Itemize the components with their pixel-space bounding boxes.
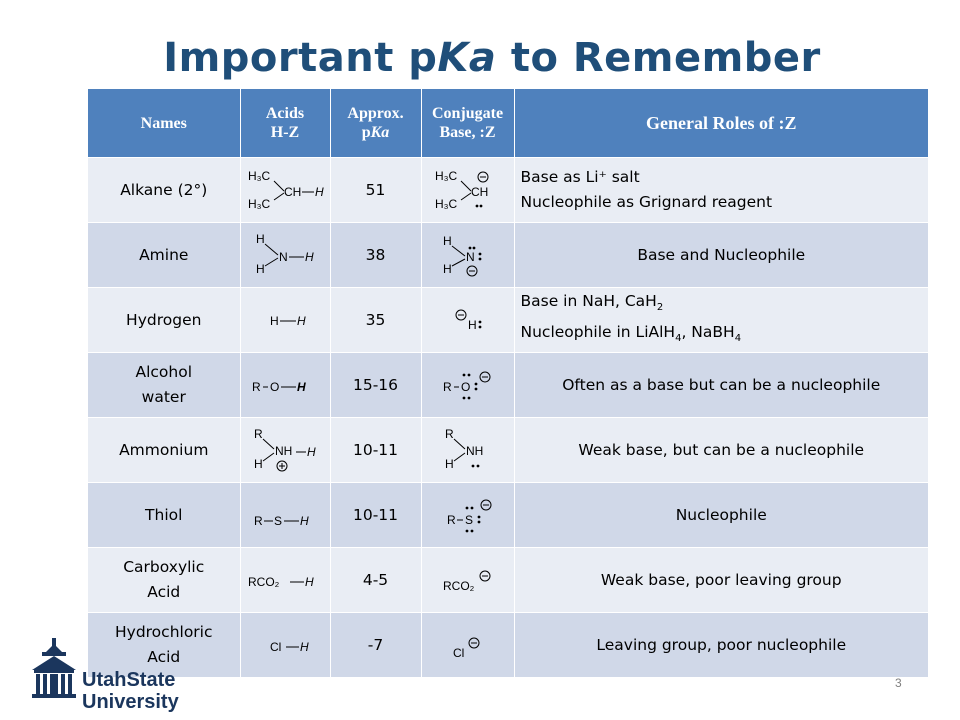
svg-text:CH: CH xyxy=(470,185,488,199)
row-name: Ammonium xyxy=(88,418,240,483)
svg-text:H: H xyxy=(299,640,309,654)
role-text: Weak base, poor leaving group xyxy=(514,548,928,613)
role-text: Base in NaH, CaH$_2$ Nucleophile in LiAlH$_4$, NaBH$_4$ xyxy=(514,288,928,353)
table-row xyxy=(88,418,928,483)
svg-text:H: H xyxy=(304,575,314,589)
row-name: Alcohol water xyxy=(88,353,240,418)
svg-text:H: H xyxy=(255,262,265,276)
conjugate-base-structure xyxy=(421,353,514,418)
svg-text:H: H xyxy=(269,314,279,328)
acid-structure xyxy=(240,483,330,548)
table-row xyxy=(88,288,928,353)
pka-value: 10-11 xyxy=(330,418,421,483)
header-conjugate-base: Conjugate Base, :Z xyxy=(421,89,514,158)
table-row xyxy=(88,223,928,288)
svg-text:H: H xyxy=(442,234,452,248)
svg-text:R: R xyxy=(253,427,263,441)
conjugate-base-structure xyxy=(421,158,514,223)
svg-text:H: H xyxy=(442,262,452,276)
svg-text:Cl: Cl xyxy=(452,646,464,660)
row-name: Alkane (2°) xyxy=(88,158,240,223)
svg-text:O: O xyxy=(269,380,279,394)
header-names: Names xyxy=(88,89,240,158)
pka-value: 51 xyxy=(330,158,421,223)
svg-text:H: H xyxy=(314,185,324,199)
row-name: Amine xyxy=(88,223,240,288)
svg-text:R: R xyxy=(442,380,452,394)
table-row xyxy=(88,548,928,613)
svg-text:H: H xyxy=(467,318,477,332)
role-text: Nucleophile xyxy=(514,483,928,548)
header-acids: Acids H-Z xyxy=(240,89,330,158)
pka-table xyxy=(88,89,928,677)
conjugate-base-structure xyxy=(421,418,514,483)
header-general-roles: General Roles of :Z xyxy=(514,89,928,158)
page-number: 3 xyxy=(895,676,902,690)
svg-text:NH: NH xyxy=(274,444,292,458)
table-row xyxy=(88,483,928,548)
pka-value: 4-5 xyxy=(330,548,421,613)
svg-text:R: R xyxy=(446,513,456,527)
svg-text:H: H xyxy=(296,380,306,394)
table-row xyxy=(88,158,928,223)
svg-text:H: H xyxy=(299,514,309,528)
role-text: Base and Nucleophile xyxy=(514,223,928,288)
svg-text:Cl: Cl xyxy=(269,640,281,654)
acid-structure xyxy=(240,613,330,678)
svg-text:RCO₂: RCO₂ xyxy=(442,579,474,593)
svg-text:University: University xyxy=(82,691,179,713)
svg-text:H: H xyxy=(253,457,263,471)
role-text: Weak base, but can be a nucleophile xyxy=(514,418,928,483)
table-row xyxy=(88,353,928,418)
svg-text:S: S xyxy=(273,514,282,528)
svg-text:H: H xyxy=(444,457,454,471)
svg-text:O: O xyxy=(460,380,470,394)
acid-structure xyxy=(240,548,330,613)
role-text: Leaving group, poor nucleophile xyxy=(514,613,928,678)
svg-text:NH: NH xyxy=(465,444,483,458)
acid-structure xyxy=(240,353,330,418)
svg-text:H: H xyxy=(304,250,314,264)
svg-text:H: H xyxy=(306,445,316,459)
pka-value: -7 xyxy=(330,613,421,678)
svg-text:H₃C: H₃C xyxy=(247,169,270,183)
svg-text:H: H xyxy=(296,314,306,328)
svg-text:H₃C: H₃C xyxy=(434,197,457,211)
conjugate-base-structure xyxy=(421,288,514,353)
page-title: Important pKa to Remember xyxy=(163,35,821,81)
svg-text:UtahState: UtahState xyxy=(82,669,176,691)
acid-structure xyxy=(240,158,330,223)
svg-text:RCO₂: RCO₂ xyxy=(247,575,279,589)
acid-structure xyxy=(240,418,330,483)
role-text: Base as Li⁺ salt Nucleophile as Grignard reagent xyxy=(514,158,928,223)
pka-value: 15-16 xyxy=(330,353,421,418)
conjugate-base-structure xyxy=(421,483,514,548)
svg-text:N: N xyxy=(465,250,475,264)
pka-value: 38 xyxy=(330,223,421,288)
row-name: Carboxylic Acid xyxy=(88,548,240,613)
acid-structure xyxy=(240,223,330,288)
svg-text:R: R xyxy=(251,380,261,394)
svg-text:R: R xyxy=(253,514,263,528)
table-header-row xyxy=(88,89,928,158)
svg-text:H₃C: H₃C xyxy=(434,169,457,183)
row-name: Hydrogen xyxy=(88,288,240,353)
conjugate-base-structure xyxy=(421,223,514,288)
acid-structure xyxy=(240,288,330,353)
pka-value: 10-11 xyxy=(330,483,421,548)
svg-text:R: R xyxy=(444,427,454,441)
svg-text:H₃C: H₃C xyxy=(247,197,270,211)
role-text: Often as a base but can be a nucleophile xyxy=(514,353,928,418)
conjugate-base-structure xyxy=(421,613,514,678)
svg-text:N: N xyxy=(278,250,288,264)
row-name: Hydrochloric Acid xyxy=(88,613,240,678)
svg-text:CH: CH xyxy=(283,185,301,199)
conjugate-base-structure xyxy=(421,548,514,613)
svg-text:H: H xyxy=(255,232,265,246)
utah-state-university-logo xyxy=(30,636,220,716)
header-pka: Approx. pKa xyxy=(330,89,421,158)
row-name: Thiol xyxy=(88,483,240,548)
pka-value: 35 xyxy=(330,288,421,353)
svg-text:S: S xyxy=(464,513,473,527)
